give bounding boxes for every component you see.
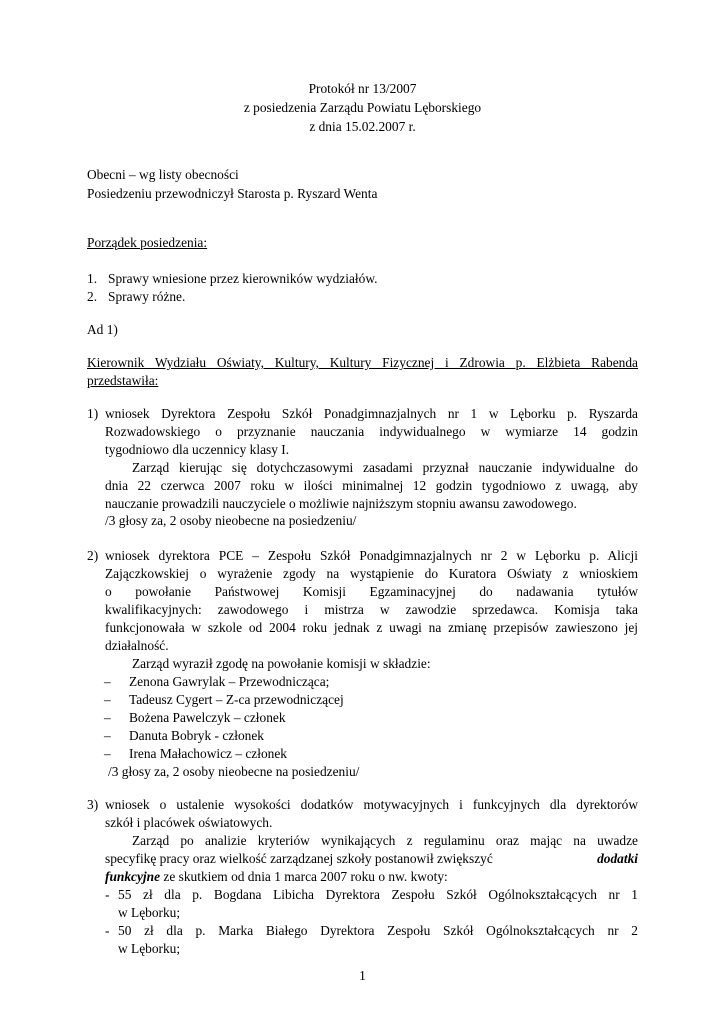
agenda-item-number: 2. — [87, 289, 98, 304]
committee-member: Bożena Pawelczyk – członek — [129, 710, 286, 725]
document-subtitle: z posiedzenia Zarządu Powiatu Lęborskiego — [243, 100, 482, 115]
committee-member: Zenona Gawrylak – Przewodnicząca; — [129, 674, 330, 689]
bonus-entry: 55 zł dla p. Bogdana Libicha Dyrektora Zespołu Szkół Ogólnokształcących nr 1 — [118, 887, 638, 902]
item1-line: dnia 22 czerwca 2007 roku w ilości minimalnej 12 godzin tygodniowo z uwagą, aby — [105, 478, 638, 493]
ad1-label: Ad 1) — [87, 322, 118, 337]
item3-line: Zarząd po analizie kryteriów wynikających z regulaminu oraz mając na uwadze — [132, 833, 638, 848]
item2-line: Zarząd wyraził zgodę na powołanie komisji w składzie: — [132, 656, 431, 671]
item1-vote: /3 głosy za, 2 osoby nieobecne na posiedzeniu/ — [105, 513, 357, 528]
item2-line: Zajączkowskiej o wyrażenie zgody na wystąpienie do Kuratora Oświaty z wnioskiem — [105, 566, 638, 581]
page-number: 1 — [359, 968, 366, 983]
hyphen-bullet: - — [105, 923, 110, 938]
item1-line: Rozwadowskiego o przyznanie nauczania indywidualnego w wymiarze 14 godzin — [105, 424, 638, 439]
item1-line: Zarząd kierując się dotychczasowymi zasadami przyznał nauczanie indywidualne do — [132, 460, 638, 475]
item3-line: wniosek o ustalenie wysokości dodatków motywacyjnych i funkcyjnych dla dyrektorów — [105, 797, 638, 812]
attendance-line: Obecni – wg listy obecności — [87, 167, 239, 182]
committee-member: Danuta Bobryk - członek — [129, 728, 264, 743]
chair-line: Posiedzeniu przewodniczył Starosta p. Ryszard Wenta — [87, 186, 378, 201]
item2-line: działalność. — [105, 638, 169, 653]
bonus-entry: w Lęborku; — [118, 941, 181, 956]
item3-line: szkół i placówek oświatowych. — [105, 815, 273, 830]
item3-line-text: specyfikę pracy oraz wielkość zarządzanej szkoły postanowił zwiększyć — [105, 851, 493, 866]
item2-line: kwalifikacyjnych: zawodowego i mistrza w zawodzie sprzedawca. Komisja taka — [105, 602, 638, 617]
dash-bullet: – — [104, 728, 111, 743]
item3-line-text: ze skutkiem od dnia 1 marca 2007 roku o nw. kwoty: — [160, 869, 448, 884]
bonus-entry: w Lęborku; — [118, 905, 181, 920]
dash-bullet: – — [104, 746, 111, 761]
item-number: 3) — [87, 797, 99, 812]
hyphen-bullet: - — [105, 887, 110, 902]
committee-member: Irena Małachowicz – członek — [129, 746, 288, 761]
dash-bullet: – — [104, 674, 111, 689]
document-date: z dnia 15.02.2007 r. — [309, 119, 416, 134]
item2-line: funkcjonowała w szkole od 2004 roku jednak z uwagi na zmianę przepisów zawieszono jej — [105, 620, 638, 635]
item2-line: o powołanie Państwowej Komisji Egzaminacyjnej do nadawania tytułów — [105, 584, 638, 599]
agenda-heading: Porządek posiedzenia: — [87, 235, 208, 250]
item3-line — [105, 850, 638, 867]
agenda-item-text: Sprawy różne. — [108, 289, 186, 304]
item1-line: wniosek Dyrektora Zespołu Szkół Ponadgimnazjalnych nr 1 w Lęborku p. Ryszarda — [105, 406, 638, 421]
dash-bullet: – — [104, 710, 111, 725]
presenter-line: Kierownik Wydziału Oświaty, Kultury, Kultury Fizycznej i Zdrowia p. Elżbieta Rabenda — [87, 355, 638, 370]
item2-vote: /3 głosy za, 2 osoby nieobecne na posiedzeniu/ — [108, 764, 360, 779]
item2-line: wniosek dyrektora PCE – Zespołu Szkół Ponadgimnazjalnych nr 2 w Lęborku p. Alicji — [105, 548, 638, 563]
agenda-item-number: 1. — [87, 271, 98, 286]
presenter-line: przedstawiła: — [87, 373, 159, 388]
agenda-item-text: Sprawy wniesione przez kierowników wydziałów. — [108, 271, 378, 286]
item-number: 2) — [87, 548, 99, 563]
item3-emphasis: dodatki — [597, 851, 638, 866]
item3-emphasis: funkcyjne — [105, 869, 161, 884]
item3-line — [105, 868, 448, 885]
item1-line: nauczanie prowadzili nauczyciele o możliwie najniższym stopniu awansu zawodowego. — [105, 496, 577, 511]
committee-member: Tadeusz Cygert – Z-ca przewodniczącej — [129, 692, 344, 707]
item-number: 1) — [87, 406, 99, 421]
dash-bullet: – — [104, 692, 111, 707]
bonus-entry: 50 zł dla p. Marka Białego Dyrektora Zespołu Szkół Ogólnokształcących nr 2 — [118, 923, 638, 938]
document-title: Protokół nr 13/2007 — [308, 81, 417, 96]
item1-line: tygodniowo dla uczennicy klasy I. — [105, 442, 290, 457]
